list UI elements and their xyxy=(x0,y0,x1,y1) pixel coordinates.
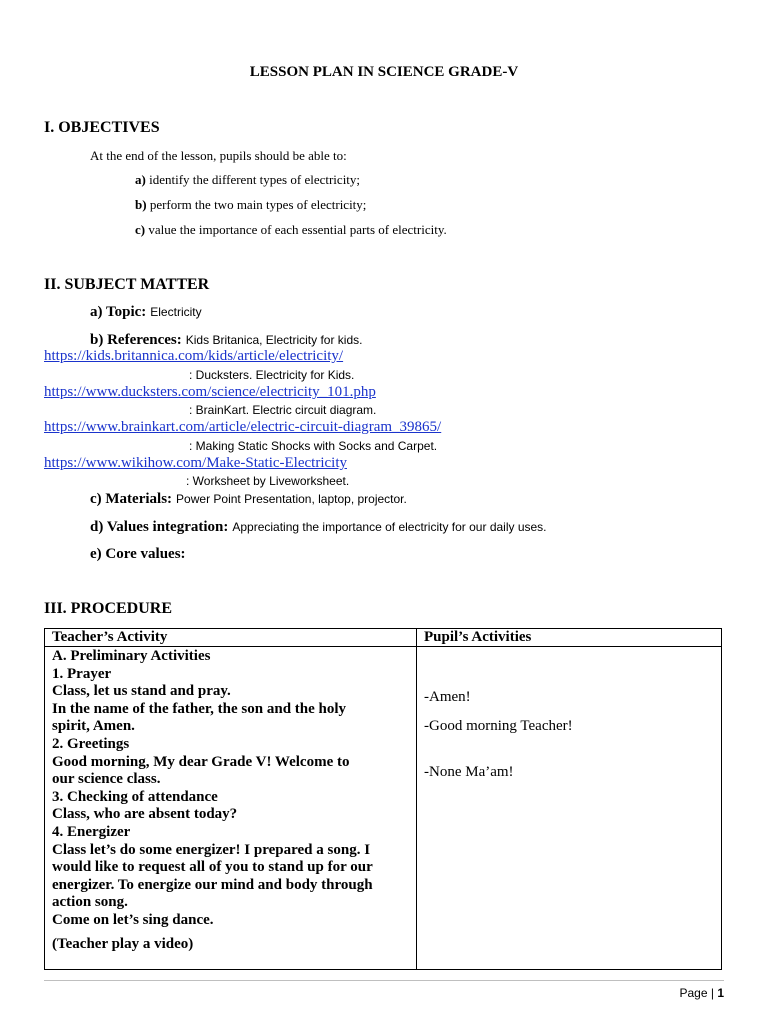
procedure-table xyxy=(44,628,722,970)
teacher-line: energizer. To energize our mind and body through xyxy=(52,876,373,893)
objective-item-b xyxy=(135,197,366,213)
teacher-line: action song. xyxy=(52,894,128,911)
document-title: LESSON PLAN IN SCIENCE GRADE-V xyxy=(249,64,519,80)
pupil-response: -Amen! xyxy=(424,689,471,705)
reference-note: : BrainKart. Electric circuit diagram. xyxy=(189,403,377,417)
reference-note: : Making Static Shocks with Socks and Carpet. xyxy=(189,439,438,453)
teacher-line: A. Preliminary Activities xyxy=(52,648,211,664)
teacher-line: 4. Energizer xyxy=(52,823,131,840)
reference-link-wikihow[interactable]: https://www.wikihow.com/Make-Static-Electricity xyxy=(44,455,347,471)
objective-text: perform the two main types of electricity; xyxy=(149,197,367,212)
teacher-line: Class, who are absent today? xyxy=(52,806,238,823)
objective-text: value the importance of each essential parts of electricity. xyxy=(148,222,447,237)
page-footer xyxy=(679,986,724,1000)
page-label: Page | xyxy=(679,986,714,1000)
references-row xyxy=(90,331,362,349)
values-label: d) Values integration: xyxy=(90,519,229,535)
values-value: Appreciating the importance of electricity for our daily uses. xyxy=(232,520,547,534)
teacher-line: 1. Prayer xyxy=(52,665,112,682)
objectives-heading: I. OBJECTIVES xyxy=(44,119,160,136)
reference-note: : Worksheet by Liveworksheet. xyxy=(186,474,350,488)
table-header-row xyxy=(45,629,722,647)
references-label: b) References: xyxy=(90,332,182,348)
objective-letter: b) xyxy=(135,197,147,212)
procedure-heading: III. PROCEDURE xyxy=(44,600,173,617)
reference-note: : Ducksters. Electricity for Kids. xyxy=(189,368,355,382)
materials-row xyxy=(90,490,407,508)
topic-row xyxy=(90,303,202,321)
teacher-line: 3. Checking of attendance xyxy=(52,788,218,805)
teacher-activity-lines xyxy=(52,647,416,950)
materials-value: Power Point Presentation, laptop, projector. xyxy=(176,492,407,506)
teacher-line: 2. Greetings xyxy=(52,735,130,752)
reference-link-brainkart[interactable]: https://www.brainkart.com/article/electric-circuit-diagram_39865/ xyxy=(44,419,442,435)
teacher-line: In the name of the father, the son and the holy xyxy=(52,700,347,717)
objective-letter: a) xyxy=(135,172,146,187)
references-first: Kids Britanica, Electricity for kids. xyxy=(185,333,363,347)
pupil-response: -Good morning Teacher! xyxy=(424,718,573,734)
teacher-line: Come on let’s sing dance. xyxy=(52,911,214,928)
reference-link-britannica[interactable]: https://kids.britannica.com/kids/article/electricity/ xyxy=(44,348,344,364)
teacher-column-header: Teacher’s Activity xyxy=(45,629,417,647)
footer-divider xyxy=(44,980,724,981)
objective-item-a xyxy=(135,172,360,188)
topic-label: a) Topic: xyxy=(90,304,147,320)
materials-label: c) Materials: xyxy=(90,491,173,507)
page-number: 1 xyxy=(717,986,724,1000)
teacher-activity-cell xyxy=(45,647,417,970)
teacher-line: our science class. xyxy=(52,771,161,788)
reference-link-ducksters[interactable]: https://www.ducksters.com/science/electricity_101.php xyxy=(44,384,376,400)
teacher-line: would like to request all of you to stand up for our xyxy=(52,859,373,876)
objective-letter: c) xyxy=(135,222,146,237)
pupil-column-header: Pupil’s Activities xyxy=(417,629,722,647)
table-row xyxy=(45,647,722,970)
topic-value: Electricity xyxy=(150,305,202,319)
objective-text: identify the different types of electricity; xyxy=(149,172,361,187)
teacher-line: Class, let us stand and pray. xyxy=(52,683,231,700)
teacher-line: Class let’s do some energizer! I prepared a song. I xyxy=(52,841,371,858)
objectives-intro: At the end of the lesson, pupils should be able to: xyxy=(90,148,347,163)
values-row xyxy=(90,518,547,536)
subject-matter-heading: II. SUBJECT MATTER xyxy=(44,276,210,293)
teacher-video-note: (Teacher play a video) xyxy=(52,935,194,952)
teacher-line: spirit, Amen. xyxy=(52,718,135,735)
objective-item-c xyxy=(135,222,447,238)
pupil-response: -None Ma’am! xyxy=(424,764,514,780)
core-values-label: e) Core values: xyxy=(90,546,186,562)
teacher-line: Good morning, My dear Grade V! Welcome to xyxy=(52,753,350,770)
pupil-activity-cell xyxy=(417,647,722,970)
